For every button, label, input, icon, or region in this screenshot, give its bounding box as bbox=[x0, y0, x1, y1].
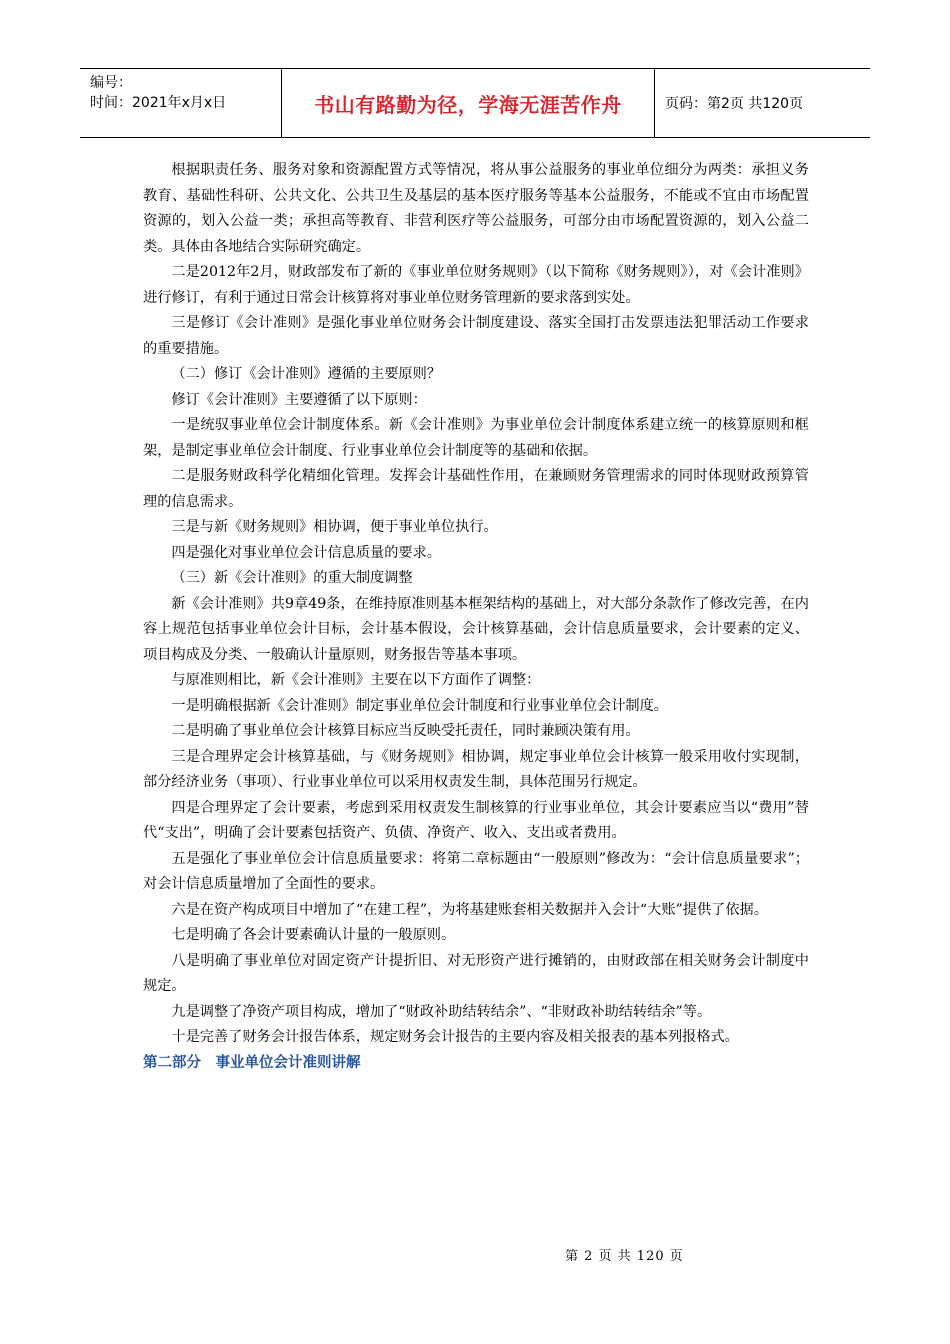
paragraph: 一是统驭事业单位会计制度体系。新《会计准则》为事业单位会计制度体系建立统一的核算原则和框架，是制定事业单位会计制度、行业事业单位会计制度等的基础和依据。 bbox=[143, 417, 809, 459]
paragraph: 与原准则相比，新《会计准则》主要在以下方面作了调整： bbox=[171, 672, 541, 688]
paragraph: 修订《会计准则》主要遵循了以下原则： bbox=[171, 391, 427, 408]
section-title: 第二部分 事业单位会计准则讲解 bbox=[143, 1054, 361, 1071]
paragraph: 三是合理界定会计核算基础，与《财务规则》相协调，规定事业单位会计核算一般采用收付实现制，部分经济业务（事项）、行业事业单位可以采用权责发生制，具体范围另行规定。 bbox=[143, 748, 809, 790]
paragraph: 新《会计准则》共9章49条，在维持原准则基本框架结构的基础上，对大部分条款作了修改完善，在内容上规范包括事业单位会计目标，会计基本假设，会计核算基础，会计信息质量要求，会计要素的定义、项目构成及分类、一般确认计量原则，财务报告等基本事项。 bbox=[143, 595, 809, 663]
number-label: 编号： bbox=[90, 75, 132, 91]
paragraph: 三是修订《会计准则》是强化事业单位财务会计制度建设、落实全国打击发票违法犯罪活动工作要求的重要措施。 bbox=[143, 315, 809, 357]
paragraph: 根据职责任务、服务对象和资源配置方式等情况，将从事公益服务的事业单位细分为两类：承担义务教育、基础性科研、公共文化、公共卫生及基层的基本医疗服务等基本公益服务，不能或不宜由市场配置资源的，划入公益一类；承担高等教育、非营利医疗等公益服务，可部分由市场配置资源的，划入公益二类。具体由各地结合实际研究确定。 bbox=[143, 162, 809, 255]
time-label: 时间：2021年x月x日 bbox=[90, 95, 227, 111]
paragraph: 五是强化了事业单位会计信息质量要求：将第二章标题由“一般原则”修改为：“会计信息质量要求”；对会计信息质量增加了全面性的要求。 bbox=[143, 850, 809, 892]
header-motto-cell bbox=[281, 69, 655, 137]
paragraph: 十是完善了财务会计报告体系，规定财务会计报告的主要内容及相关报表的基本列报格式。 bbox=[171, 1029, 739, 1045]
paragraph: 四是强化对事业单位会计信息质量的要求。 bbox=[171, 544, 441, 561]
header-meta bbox=[80, 69, 281, 137]
paragraph: 四是合理界定了会计要素，考虑到采用权责发生制核算的行业事业单位，其会计要素应当以“费用”替代“支出”，明确了会计要素包括资产、负债、净资产、收入、支出或者费用。 bbox=[143, 799, 809, 841]
paragraph: 二是2012年2月，财政部发布了新的《事业单位财务规则》（以下简称《财务规则》），对《会计准则》进行修订，有利于通过日常会计核算将对事业单位财务管理新的要求落到实处。 bbox=[143, 264, 809, 306]
paragraph: 七是明确了各会计要素确认计量的一般原则。 bbox=[171, 927, 456, 943]
paragraph: 六是在资产构成项目中增加了“在建工程”，为将基建账套相关数据并入会计“大账”提供了依据。 bbox=[171, 901, 768, 918]
page-header bbox=[80, 68, 870, 138]
header-motto: 书山有路勤为径，学海无涯苦作舟 bbox=[314, 92, 622, 117]
paragraph: 二是服务财政科学化精细化管理。发挥会计基础性作用，在兼顾财务管理需求的同时体现财政预算管理的信息需求。 bbox=[143, 468, 809, 510]
document-body bbox=[143, 158, 809, 1076]
paragraph: 九是调整了净资产项目构成，增加了“财政补助结转结余”、“非财政补助结转结余”等。 bbox=[171, 1003, 712, 1020]
paragraph: 二是明确了事业单位会计核算目标应当反映受托责任，同时兼顾决策有用。 bbox=[171, 723, 640, 739]
subheading: （三）新《会计准则》的重大制度调整 bbox=[171, 570, 413, 586]
header-page-info: 页码：第2页 共120页 bbox=[665, 96, 804, 112]
subheading: （二）修订《会计准则》遵循的主要原则？ bbox=[171, 366, 441, 382]
paragraph: 一是明确根据新《会计准则》制定事业单位会计制度和行业事业单位会计制度。 bbox=[171, 697, 668, 714]
paragraph: 八是明确了事业单位对固定资产计提折旧、对无形资产进行摊销的，由财政部在相关财务会计制度中规定。 bbox=[143, 952, 809, 994]
page-footer: 第 2 页 共 120 页 bbox=[565, 1249, 684, 1264]
header-page-cell bbox=[655, 69, 870, 137]
paragraph: 三是与新《财务规则》相协调，便于事业单位执行。 bbox=[171, 519, 498, 535]
